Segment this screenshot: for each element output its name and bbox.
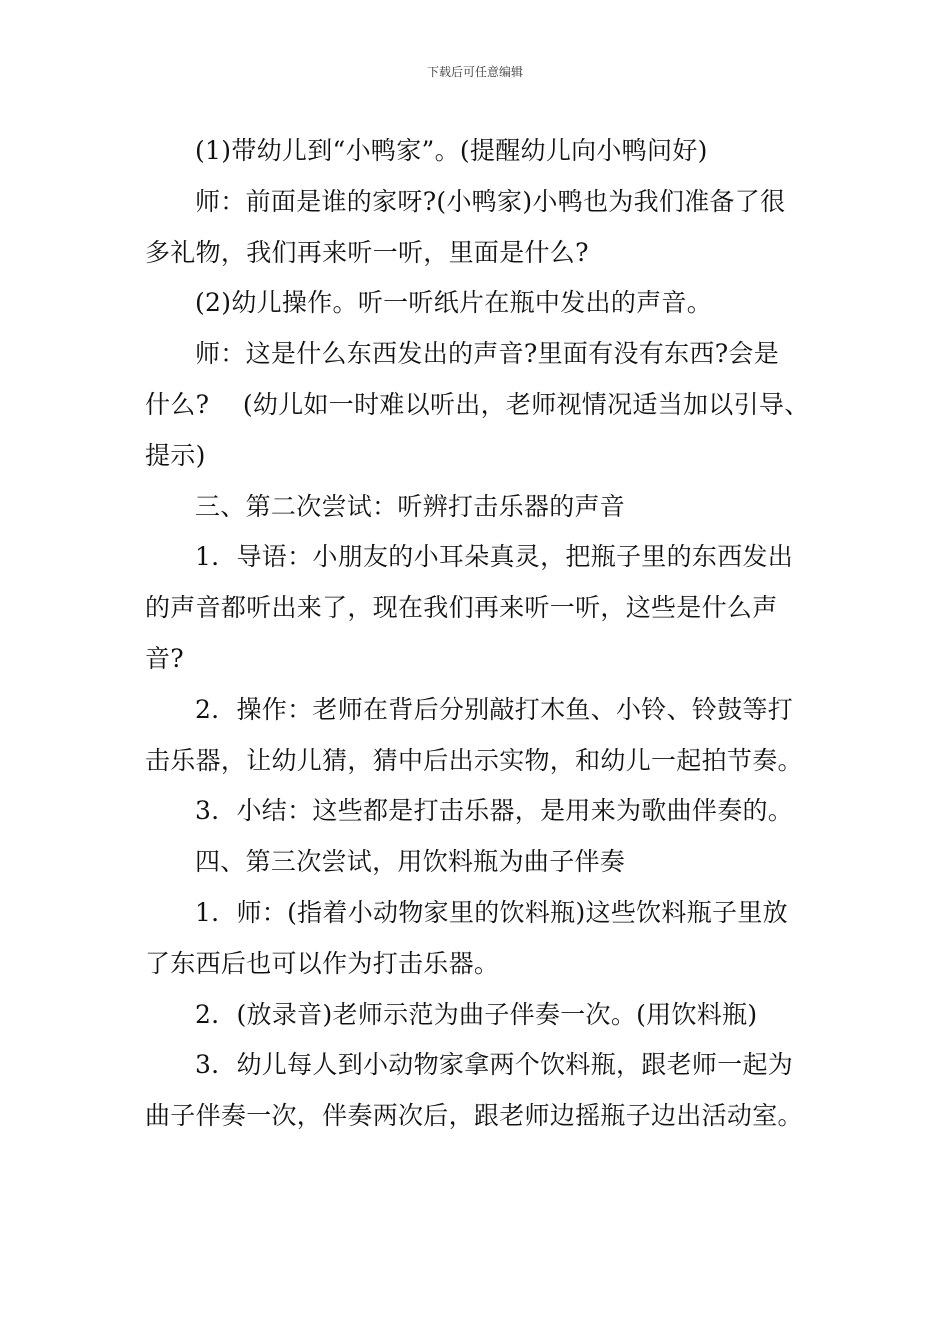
text-line: 3．幼儿每人到小动物家拿两个饮料瓶，跟老师一起为 [195, 1050, 794, 1080]
text-line: 曲子伴奏一次，伴奏两次后，跟老师边摇瓶子边出活动室。 [145, 1101, 803, 1131]
section-heading: 四、第三次尝试，用饮料瓶为曲子伴奏 [195, 847, 626, 877]
text-line: 音? [145, 643, 185, 673]
text-line: 师：这是什么东西发出的声音?里面有没有东西?会是 [195, 339, 780, 369]
text-line: 3．小结：这些都是打击乐器，是用来为歌曲伴奏的。 [195, 796, 794, 826]
text-line: 的声音都听出来了，现在我们再来听一听，这些是什么声 [145, 593, 778, 623]
text-line: (2)幼儿操作。听一听纸片在瓶中发出的声音。 [195, 288, 713, 318]
text-line: (1)带幼儿到“小鸭家”。(提醒幼儿向小鸭问好) [195, 136, 708, 165]
text-line: 2．(放录音)老师示范为曲子伴奏一次。(用饮料瓶) [195, 999, 758, 1029]
text-line: 什么? (幼儿如一时难以听出，老师视情况适当加以引导、 [145, 389, 810, 419]
text-line: 击乐器，让幼儿猜，猜中后出示实物，和幼儿一起拍节奏。 [145, 745, 803, 775]
section-heading: 三、第二次尝试：听辨打击乐器的声音 [195, 491, 626, 521]
text-line: 了东西后也可以作为打击乐器。 [145, 948, 500, 978]
text-line: 师：前面是谁的家呀?(小鸭家)小鸭也为我们准备了很 [195, 186, 786, 216]
text-line: 多礼物，我们再来听一听，里面是什么? [145, 237, 589, 267]
text-line: 1．导语：小朋友的小耳朵真灵，把瓶子里的东西发出 [195, 542, 794, 572]
document-body [145, 126, 815, 1142]
text-line: 2．操作：老师在背后分别敲打木鱼、小铃、铃鼓等打 [195, 694, 794, 724]
text-line: 1．师：(指着小动物家里的饮料瓶)这些饮料瓶子里放 [195, 897, 788, 927]
page-header: 下载后可任意编辑 [426, 65, 523, 79]
text-line: 提示) [145, 440, 206, 470]
